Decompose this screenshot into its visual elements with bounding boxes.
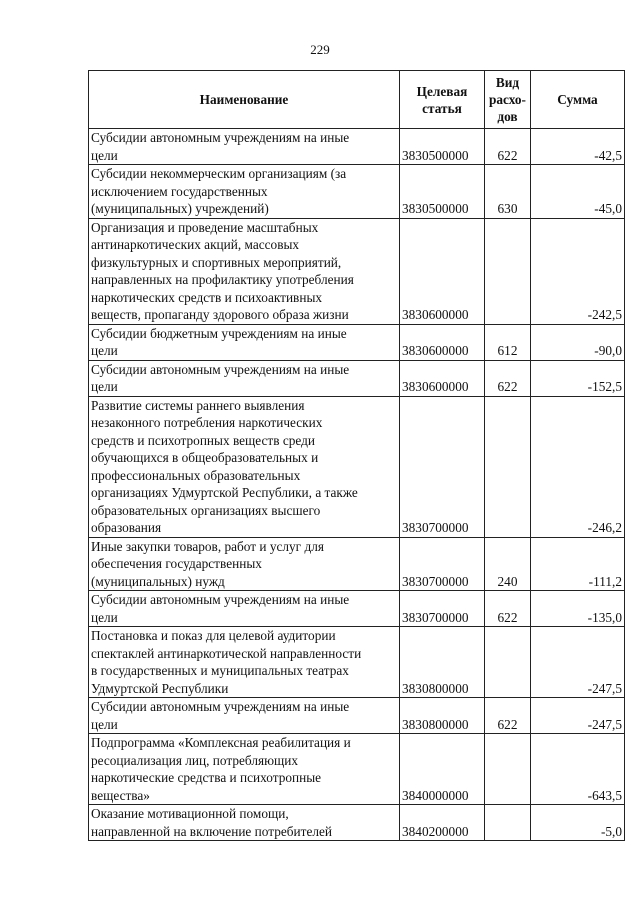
header-name: Наименование [89, 71, 400, 129]
row-name: Подпрограмма «Комплексная реабилитация и ресоциализация лиц, потребляющих наркотические средства и психотропные вещества» [89, 734, 400, 805]
row-expense-type: 240 [485, 537, 531, 591]
table-row [89, 627, 625, 698]
header-target-article: Целевая статья [400, 71, 485, 129]
row-target-article: 3830700000 [400, 591, 485, 627]
row-expense-type [485, 805, 531, 841]
row-name: Оказание мотивационной помощи, направленной на включение потребителей [89, 805, 400, 841]
table-row [89, 360, 625, 396]
table-row [89, 396, 625, 537]
row-target-article: 3840200000 [400, 805, 485, 841]
budget-table [88, 70, 625, 841]
row-name: Субсидии автономным учреждениям на иные цели [89, 698, 400, 734]
table-row [89, 218, 625, 324]
table-row [89, 805, 625, 841]
row-target-article: 3830800000 [400, 698, 485, 734]
row-target-article: 3830700000 [400, 537, 485, 591]
row-expense-type: 630 [485, 165, 531, 219]
row-sum: -5,0 [531, 805, 625, 841]
row-expense-type: 612 [485, 324, 531, 360]
row-sum: -246,2 [531, 396, 625, 537]
row-name: Постановка и показ для целевой аудитории спектаклей антинаркотической направленности в государственных и муниципальных театрах Удмуртской Республики [89, 627, 400, 698]
row-expense-type [485, 218, 531, 324]
row-sum: -111,2 [531, 537, 625, 591]
row-expense-type: 622 [485, 129, 531, 165]
row-sum: -152,5 [531, 360, 625, 396]
row-name: Организация и проведение масштабных антинаркотических акций, массовых физкультурных и спортивных мероприятий, направленных на профилактику употребления наркотических средств и психоактивных веществ, пропаганду здорового образа жизни [89, 218, 400, 324]
table-row [89, 537, 625, 591]
row-target-article: 3830800000 [400, 627, 485, 698]
row-target-article: 3830500000 [400, 129, 485, 165]
row-sum: -643,5 [531, 734, 625, 805]
row-sum: -42,5 [531, 129, 625, 165]
table-row [89, 129, 625, 165]
row-name: Субсидии некоммерческим организациям (за исключением государственных (муниципальных) учреждений) [89, 165, 400, 219]
row-expense-type: 622 [485, 360, 531, 396]
page-number: 229 [310, 42, 330, 57]
row-sum: -247,5 [531, 627, 625, 698]
row-target-article: 3830700000 [400, 396, 485, 537]
row-target-article: 3830600000 [400, 324, 485, 360]
row-target-article: 3840000000 [400, 734, 485, 805]
row-sum: -242,5 [531, 218, 625, 324]
header-sum: Сумма [531, 71, 625, 129]
row-name: Субсидии автономным учреждениям на иные цели [89, 360, 400, 396]
table-row [89, 734, 625, 805]
table-row [89, 324, 625, 360]
row-expense-type [485, 627, 531, 698]
row-sum: -90,0 [531, 324, 625, 360]
row-name: Субсидии бюджетным учреждениям на иные цели [89, 324, 400, 360]
row-sum: -45,0 [531, 165, 625, 219]
row-target-article: 3830500000 [400, 165, 485, 219]
row-expense-type: 622 [485, 591, 531, 627]
row-name: Субсидии автономным учреждениям на иные цели [89, 129, 400, 165]
row-target-article: 3830600000 [400, 218, 485, 324]
table-header-row [89, 71, 625, 129]
row-expense-type: 622 [485, 698, 531, 734]
table-row [89, 165, 625, 219]
row-name: Иные закупки товаров, работ и услуг для обеспечения государственных (муниципальных) нужд [89, 537, 400, 591]
table-body [89, 129, 625, 841]
table-row [89, 591, 625, 627]
row-name: Развитие системы раннего выявления незаконного потребления наркотических средств и психотропных веществ среди обучающихся в общеобразовательных и профессиональных образовательных организациях Удмуртской Республики, а также образовательных организациях высшего образования [89, 396, 400, 537]
row-expense-type [485, 396, 531, 537]
row-sum: -135,0 [531, 591, 625, 627]
row-target-article: 3830600000 [400, 360, 485, 396]
row-name: Субсидии автономным учреждениям на иные цели [89, 591, 400, 627]
row-sum: -247,5 [531, 698, 625, 734]
table-row [89, 698, 625, 734]
header-expense-type: Вид расхо- дов [485, 71, 531, 129]
row-expense-type [485, 734, 531, 805]
